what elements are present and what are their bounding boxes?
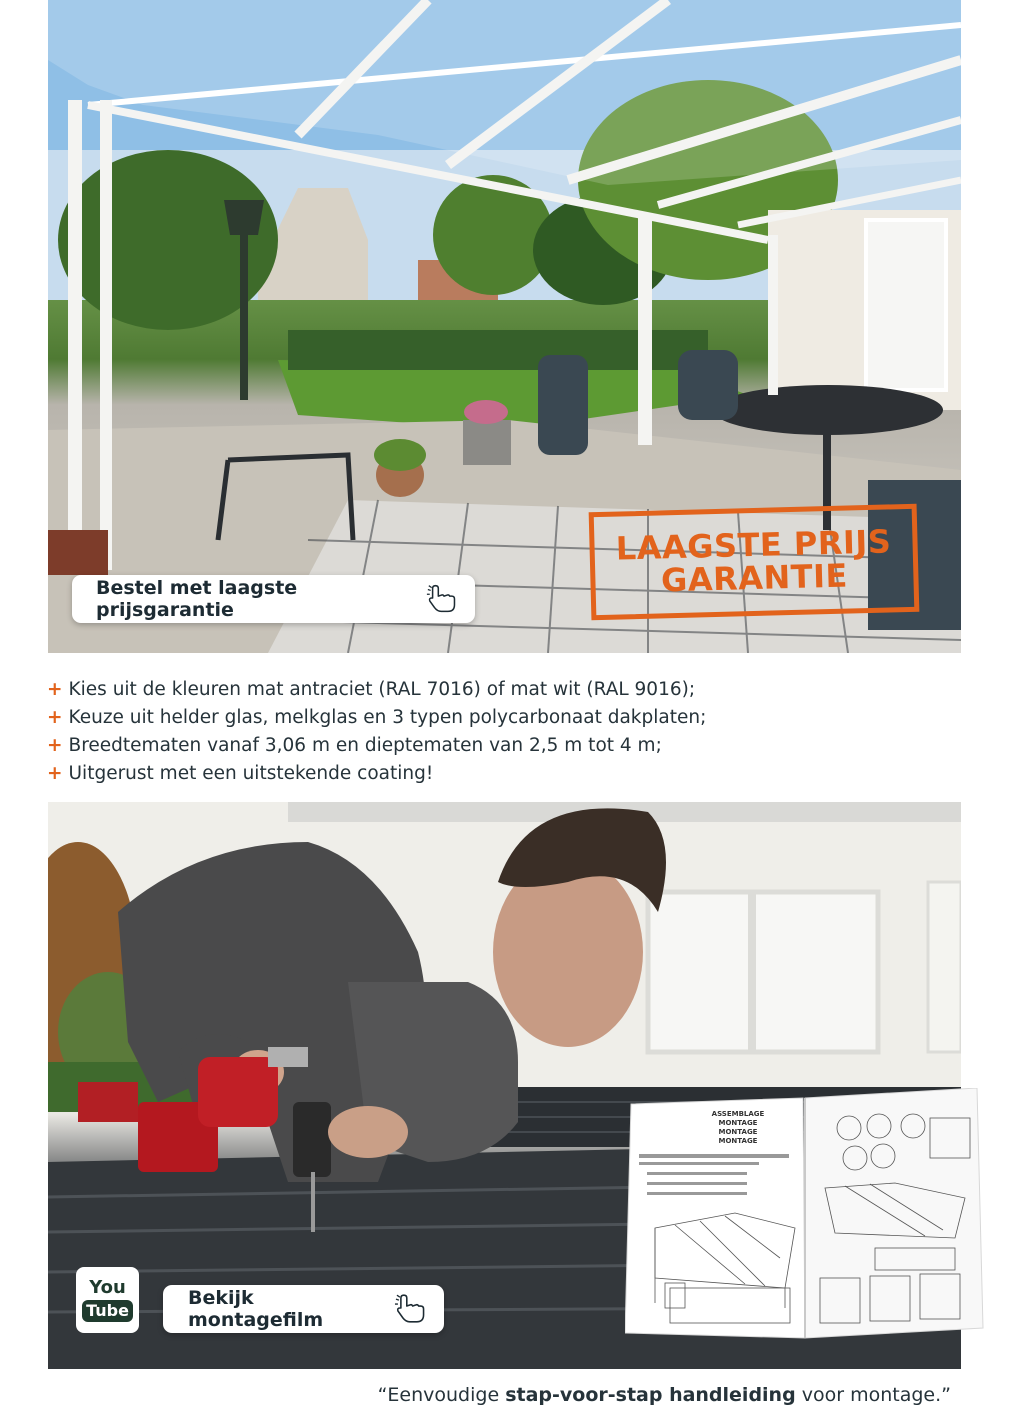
feature-list: [47, 676, 967, 788]
hand-pointer-icon: [425, 584, 459, 614]
bullet-plus-icon: +: [47, 763, 63, 784]
list-item: [47, 676, 967, 704]
youtube-logo-you: You: [89, 1277, 126, 1298]
feature-text: Keuze uit helder glas, melkglas en 3 typen polycarbonaat dakplaten;: [68, 707, 707, 728]
caption-prefix: “Eenvoudige: [377, 1384, 506, 1406]
order-button-label: Bestel met laagste prijsgarantie: [96, 577, 298, 621]
stamp-line-2: GARANTIE: [660, 556, 849, 600]
manual-caption: [378, 1384, 951, 1406]
bullet-plus-icon: +: [47, 735, 63, 756]
stamp-line-1: LAAGSTE PRIJS: [615, 522, 892, 568]
manual-heading-line: MONTAGE: [718, 1137, 758, 1145]
list-item: [47, 760, 967, 788]
list-item: [47, 704, 967, 732]
lowest-price-guarantee-stamp: [589, 504, 920, 621]
manual-heading-line: MONTAGE: [718, 1128, 758, 1136]
feature-text: Breedtematen vanaf 3,06 m en dieptematen van 2,5 m tot 4 m;: [68, 735, 662, 756]
bullet-plus-icon: +: [47, 707, 63, 728]
list-item: [47, 732, 967, 760]
bullet-plus-icon: +: [47, 679, 63, 700]
watch-video-label: Bekijk montagefilm: [188, 1287, 324, 1331]
manual-booklet: [625, 1088, 985, 1343]
feature-text: Kies uit de kleuren mat antraciet (RAL 7016) of mat wit (RAL 9016);: [68, 679, 696, 700]
manual-heading: [683, 1110, 793, 1146]
manual-heading-line: MONTAGE: [718, 1119, 758, 1127]
caption-suffix: voor montage.”: [795, 1384, 951, 1406]
youtube-logo-tube: Tube: [82, 1300, 133, 1322]
caption-bold: stap-voor-stap handleiding: [505, 1384, 796, 1406]
assembly-manual-image: [625, 1088, 985, 1343]
feature-text: Uitgerust met een uitstekende coating!: [68, 763, 434, 784]
youtube-logo[interactable]: [76, 1267, 139, 1333]
hand-pointer-icon: [393, 1294, 428, 1324]
watch-assembly-video-button[interactable]: [163, 1285, 444, 1333]
manual-heading-line: ASSEMBLAGE: [711, 1110, 765, 1118]
order-lowest-price-button[interactable]: [72, 575, 475, 623]
